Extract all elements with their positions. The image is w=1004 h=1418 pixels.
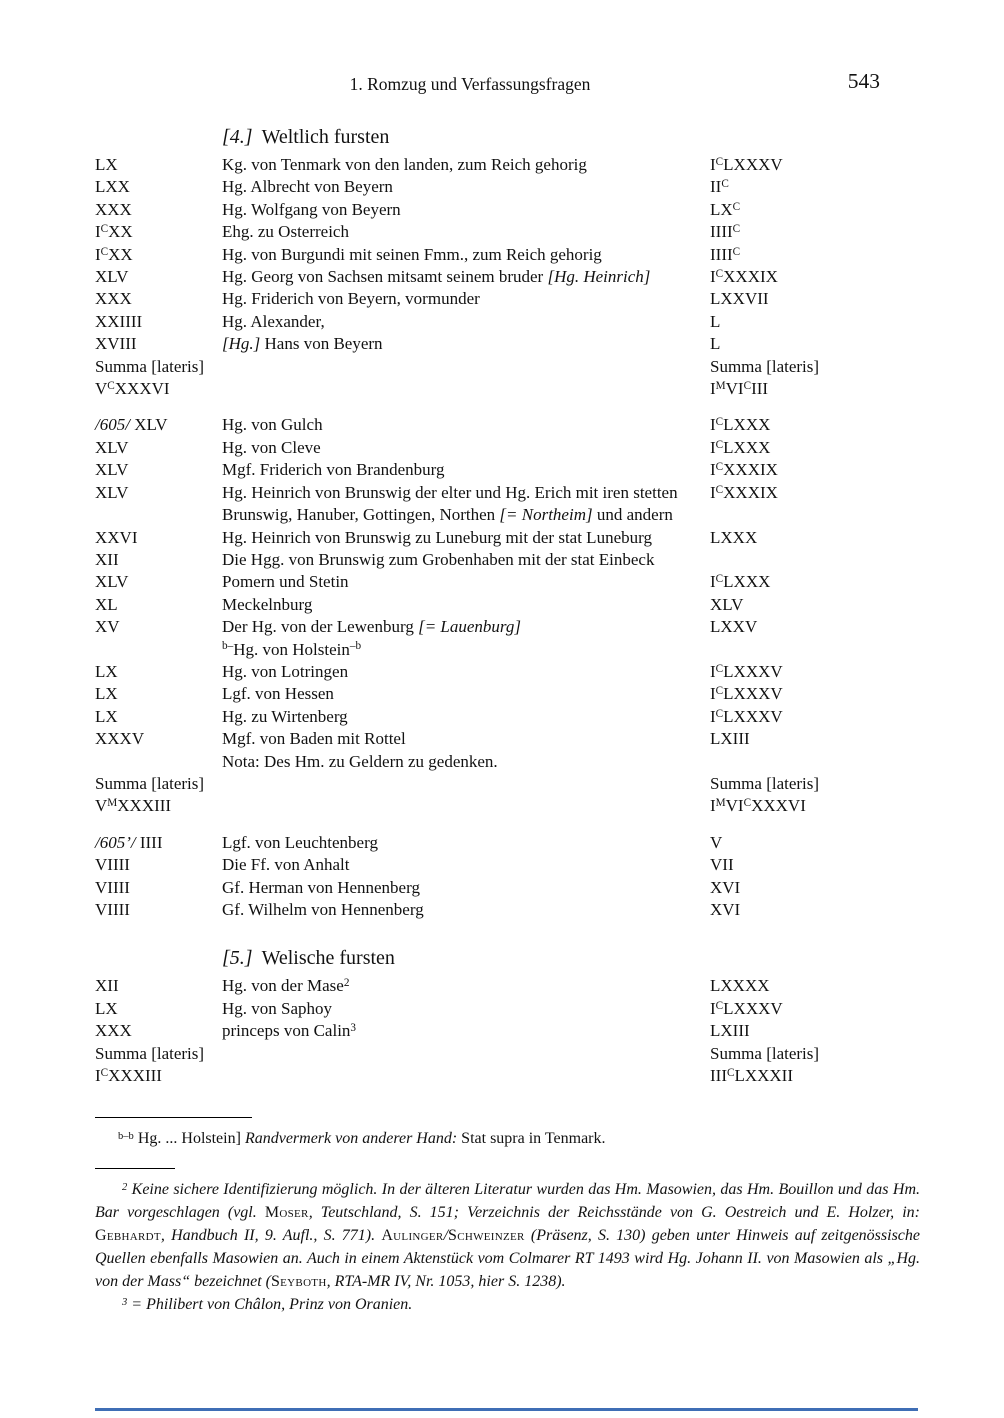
folio-marker: /605/: [95, 415, 135, 435]
table-row: [95, 199, 920, 221]
contingent-number: XII: [95, 549, 119, 569]
entry-name: Hg. Heinrich von Brunswig der elter und Hg. Erich mit iren stetten: [222, 482, 678, 502]
folio-marker: /605’/: [95, 832, 140, 852]
contingent-number: XXX: [95, 1021, 132, 1041]
contingent-number: LXX: [95, 177, 130, 197]
table-row: [95, 414, 920, 436]
entry-name: Hg. von der Mase$^2$: [222, 976, 350, 996]
summa-label: Summa [lateris]: [710, 1043, 820, 1063]
table-row: [95, 459, 920, 481]
contingent-number: XLV: [95, 460, 129, 480]
florin-value: XVI: [710, 900, 741, 919]
entry-name: Hg. Alexander,: [222, 311, 325, 331]
contingent-number: $I^CXX$: [95, 244, 133, 264]
entry-name: Nota: Des Hm. zu Geldern zu gedenken.: [222, 751, 498, 771]
contingent-number: VIIII: [95, 877, 130, 897]
florin-value: LXXVII: [710, 289, 769, 309]
footnote-marker: b–b: [118, 1130, 134, 1142]
contingent-number: VIIII: [95, 855, 130, 875]
florin-value: $I^CXXXIX$: [710, 460, 778, 480]
contingent-number: XXVI: [95, 527, 138, 547]
florin-value: [710, 549, 920, 571]
summa-value: $V^CXXXVI$: [95, 379, 170, 399]
table-row: [95, 832, 920, 854]
contingent-number: XII: [95, 976, 119, 996]
running-title: 1. Romzug und Verfassungsfragen: [349, 74, 591, 94]
footnote-apparatus: [95, 1127, 920, 1150]
florin-value: $I^CLXXXV$: [710, 661, 783, 681]
entry-name: Die Hgg. von Brunswig zum Grobenhaben mit der stat Einbeck: [222, 549, 655, 569]
contingent-number: XL: [95, 594, 118, 614]
table-row: [95, 154, 920, 176]
footnote-text: Keine sichere Identifizierung möglich. In der älteren Literatur wurden das Hm. Masowien, das Hm. Bouillon und das Hm. Bar vorgeschlagen (vgl. Moser, Teutschland, S. 151; Verzeichnis der Reichsstände von G. Oestreich und E. Holzer, in: Gebhardt, Handbuch II, 9. Aufl., S. 771). Aulinger/Schweinzer (Präsenz, S. 130) geben unter Hinweis auf zeitgenössische Quellen ebenfalls Masowien an. Auch in einem Aktenstück vom Colmarer RT 1493 wird Hg. Johann II. von Masowien als „Hg. von der Mass“ bezeichnet (Seyboth, RTA-MR IV, Nr. 1053, hier S. 1238).: [95, 1181, 925, 1291]
summa-value: $I^MVI^CXXXVI$: [710, 796, 806, 816]
entry-name: Hg. Georg von Sachsen mitsamt seinem bruder [Hg. Heinrich]: [222, 267, 651, 287]
entry-name: Gf. Herman von Hennenberg: [222, 877, 420, 897]
table-row: [95, 482, 920, 504]
florin-value: $LX^C$: [710, 199, 741, 219]
table-row: [95, 527, 920, 549]
entry-name: Hg. zu Wirtenberg: [222, 706, 348, 726]
entry-name: Mgf. von Baden mit Rottel: [222, 729, 406, 749]
entry-name: Die Ff. von Anhalt: [222, 855, 350, 875]
florin-value: $I^CXXXIX$: [710, 267, 778, 287]
table-row: [95, 661, 920, 683]
contingent-number: $I^CXX$: [95, 222, 133, 242]
table-row: [95, 244, 920, 266]
florin-value: XLV: [710, 594, 744, 614]
contingent-number: XXX: [95, 289, 132, 309]
florin-value: $I^CLXXXV$: [710, 684, 783, 704]
entry-name: Hg. Heinrich von Brunswig zu Luneburg mit der stat Luneburg: [222, 527, 652, 547]
contingent-number: XV: [95, 617, 120, 637]
contingent-number: XXXV: [95, 729, 145, 749]
table-row: [95, 1020, 920, 1042]
contingent-number: LX: [95, 706, 118, 726]
florin-value: $I^CLXXXV$: [710, 706, 783, 726]
florin-value: LXIII: [710, 729, 750, 749]
florin-value: $IIII^C$: [710, 222, 741, 242]
florin-value: VII: [710, 855, 734, 875]
table-row: [95, 221, 920, 243]
entry-name: Mgf. Friderich von Brandenburg: [222, 460, 445, 480]
florin-value: $I^CLXXX$: [710, 572, 771, 592]
contingent-number: XLV: [95, 572, 129, 592]
summa-label: Summa [lateris]: [95, 356, 205, 376]
footnote-marker: 2: [122, 1181, 128, 1193]
entry-name: Der Hg. von der Lewenburg [= Lauenburg]: [222, 617, 522, 637]
summa-value: $I^CXXXIII$: [95, 1066, 162, 1086]
contingent-number: VIIII: [95, 900, 130, 919]
contingent-number: XLV: [95, 267, 129, 287]
table-row-note: [95, 751, 920, 773]
running-header: [95, 69, 920, 100]
florin-value: $I^CLXXX$: [710, 415, 771, 435]
entry-name: Lgf. von Leuchtenberg: [222, 832, 378, 852]
florin-value: XVI: [710, 877, 741, 897]
apparatus-note-roman: Stat supra in Tenmark.: [457, 1130, 606, 1148]
entry-name: [Hg.] Hans von Beyern: [222, 334, 383, 354]
entry-name: Hg. von Burgundi mit seinen Fmm., zum Reich gehorig: [222, 244, 602, 264]
florin-value: $IIII^C$: [710, 244, 741, 264]
table-row: [95, 975, 920, 997]
contingent-number: LX: [95, 998, 118, 1018]
florin-value: LXIII: [710, 1021, 750, 1041]
summa-row: [95, 356, 920, 401]
entry-name: Hg. Friderich von Beyern, vormunder: [222, 289, 480, 309]
summa-value: $III^CLXXXII$: [710, 1066, 794, 1086]
entry-name: Brunswig, Hanuber, Gottingen, Northen [= Northeim] und andern: [222, 505, 673, 525]
contingent-number: XXIIII: [95, 311, 143, 331]
section-title: Welische fursten: [261, 947, 395, 970]
summa-row: [95, 773, 920, 818]
table-row: [95, 877, 920, 899]
footnote-2: [95, 1178, 925, 1293]
section-heading-4: [222, 126, 920, 149]
apparatus-rule: [95, 1117, 252, 1118]
florin-value: $I^CLXXXV$: [710, 155, 783, 174]
entry-name: Hg. von Lotringen: [222, 661, 349, 681]
contingent-number: LX: [95, 684, 118, 704]
table-row: [95, 333, 920, 355]
table-row: [95, 311, 920, 333]
entry-name: Hg. von Saphoy: [222, 998, 333, 1018]
table-row: [95, 594, 920, 616]
section-title: Weltlich fursten: [261, 126, 390, 148]
florin-value: L: [710, 311, 721, 331]
table-row: [95, 683, 920, 705]
entry-name: Hg. von Cleve: [222, 437, 321, 457]
section-marker: [5.]: [222, 947, 253, 970]
table-row: [95, 728, 920, 750]
summa-value: $I^MVI^CIII$: [710, 379, 769, 399]
table-row: [95, 854, 920, 876]
florin-value: $I^CLXXX$: [710, 437, 771, 457]
apparatus-lemma: Hg. ... Holstein]: [133, 1130, 245, 1148]
florin-value: LXXXX: [710, 976, 770, 996]
florin-value: L: [710, 334, 721, 354]
table-row-continuation: [95, 639, 920, 661]
page-number: 543: [847, 69, 880, 93]
contingent-number: LX: [95, 661, 118, 681]
table-row: [95, 288, 920, 310]
contingent-number: XLV: [95, 437, 129, 457]
table-row: [95, 266, 920, 288]
bottom-rule: [95, 1408, 918, 1411]
entry-name: $^{b-}$Hg. von Holstein$^{-b}$: [222, 639, 362, 659]
entry-name: princeps von Calin$^3$: [222, 1021, 357, 1041]
florin-value: $I^CLXXXV$: [710, 998, 783, 1018]
summa-value: $V^MXXXIII$: [95, 796, 172, 816]
summa-label: Summa [lateris]: [710, 356, 820, 376]
contingent-number: /605’/ IIII: [95, 832, 163, 852]
summa-label: Summa [lateris]: [710, 773, 820, 793]
contingent-number: XXX: [95, 199, 132, 219]
apparatus-note-italic: Randvermerk von anderer Hand:: [244, 1130, 458, 1148]
table-row: [95, 571, 920, 593]
florin-value: $I^CXXXIX$: [710, 482, 778, 502]
summa-row: [95, 1043, 920, 1088]
table-row: [95, 706, 920, 728]
florin-value: V: [710, 832, 723, 852]
table-row-continuation: [95, 504, 920, 526]
table-row: [95, 549, 920, 571]
contingent-number: /605/ XLV: [95, 415, 168, 435]
entry-name: Hg. Albrecht von Beyern: [222, 177, 393, 197]
summa-label: Summa [lateris]: [95, 773, 205, 793]
contingent-number: XLV: [95, 482, 129, 502]
table-row: [95, 437, 920, 459]
section-heading-5: [222, 947, 920, 970]
entry-name: Hg. von Gulch: [222, 415, 323, 435]
footnote-rule: [95, 1168, 175, 1169]
entry-name: Hg. Wolfgang von Beyern: [222, 199, 401, 219]
florin-value: LXXV: [710, 617, 758, 637]
entry-name: Pomern und Stetin: [222, 572, 349, 592]
entry-name: Gf. Wilhelm von Hennenberg: [222, 900, 424, 919]
contingent-number: XVIII: [95, 334, 137, 354]
florin-value: $II^C$: [710, 177, 729, 197]
entry-name: Meckelnburg: [222, 594, 313, 614]
florin-value: LXXX: [710, 527, 758, 547]
table-row: [95, 616, 920, 638]
footnote-text: = Philibert von Châlon, Prinz von Oranien.: [127, 1296, 413, 1314]
contingent-number: LX: [95, 155, 118, 174]
entry-name: Kg. von Tenmark von den landen, zum Reich gehorig: [222, 155, 587, 174]
summa-label: Summa [lateris]: [95, 1043, 205, 1063]
entry-name: Lgf. von Hessen: [222, 684, 334, 704]
table-row: [95, 998, 920, 1020]
footnote-3: [95, 1293, 920, 1316]
table-row: [95, 899, 920, 921]
section-marker: [4.]: [222, 126, 253, 148]
table-row: [95, 176, 920, 198]
entry-name: Ehg. zu Osterreich: [222, 222, 349, 242]
footnote-marker: 3: [122, 1296, 128, 1308]
